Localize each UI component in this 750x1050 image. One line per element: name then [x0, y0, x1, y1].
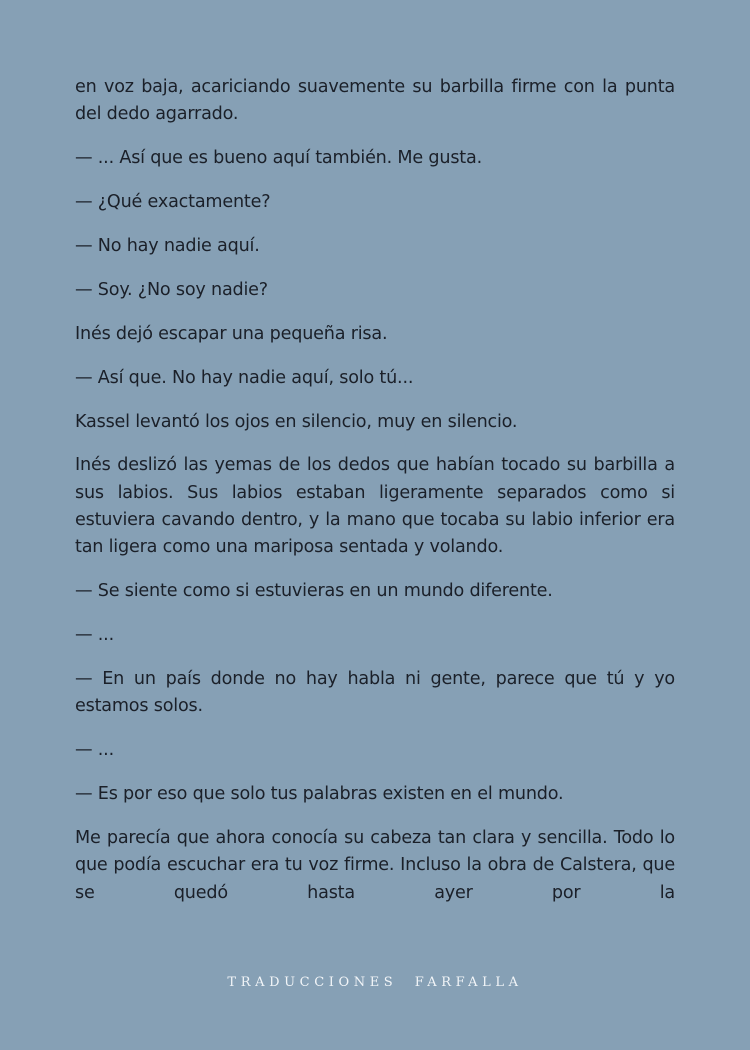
dialogue-line: — No hay nadie aquí.	[75, 235, 260, 256]
dialogue-line: — ...	[75, 625, 114, 646]
paragraph: Inés deslizó las yemas de los dedos que habían tocado su barbilla a sus labios. Sus labios estaban ligeramente separados como si estuviera cavando dentro, y la mano que tocaba su labio inferior era tan ligera como una mariposa sentada y volando.	[75, 455, 675, 558]
dialogue-line: — ...	[75, 740, 114, 761]
paragraph: Kassel levantó los ojos en silencio, muy en silencio.	[75, 411, 518, 432]
paragraph: Me parecía que ahora conocía su cabeza tan clara y sencilla. Todo lo que podía escuchar era tu voz firme. Incluso la obra de Calstera, que se quedó hasta ayer por la	[75, 827, 675, 903]
dialogue-line: — Se siente como si estuvieras en un mundo diferente.	[75, 581, 553, 602]
translator-credit-footer: TRADUCCIONES FARFALLA	[227, 975, 523, 990]
dialogue-line: — Soy. ¿No soy nadie?	[75, 279, 268, 300]
dialogue-line: — Es por eso que solo tus palabras existen en el mundo.	[75, 784, 564, 805]
dialogue-line: — ¿Qué exactamente?	[75, 192, 271, 213]
dialogue-line: — ... Así que es bueno aquí también. Me gusta.	[75, 148, 482, 169]
paragraph: en voz baja, acariciando suavemente su barbilla firme con la punta del dedo agarrado.	[75, 77, 675, 125]
dialogue-line: — Así que. No hay nadie aquí, solo tú...	[75, 367, 414, 388]
paragraph: Inés dejó escapar una pequeña risa.	[75, 323, 388, 344]
dialogue-line: — En un país donde no hay habla ni gente, parece que tú y yo estamos solos.	[75, 668, 675, 717]
page-body-text	[75, 74, 675, 907]
